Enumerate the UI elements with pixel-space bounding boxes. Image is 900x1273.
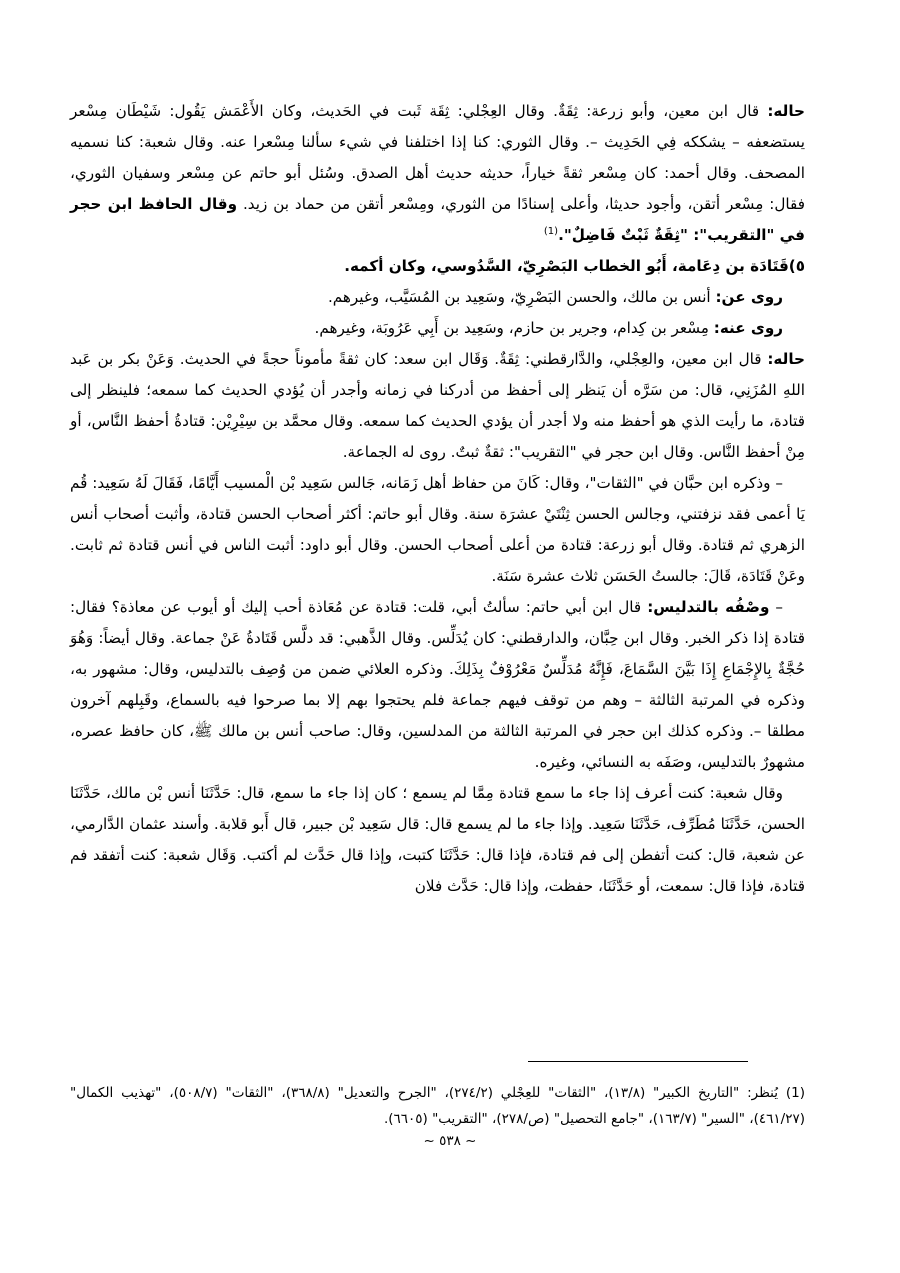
- paragraph-narrated-from: [70, 282, 805, 313]
- narrator-heading-qatada: ٥)قَتَادَة بن دِعَامة، أَبُو الخطاب البَصْرِيّ، السَّدُوسي، وكان أكمه.: [344, 257, 805, 275]
- footnote-marker: (1): [543, 225, 559, 237]
- paragraph-tadlis: [70, 592, 805, 778]
- footnote-1: (1) يُنظر: "التاريخ الكبير" (١٣/٨)، "الثقات" للعِجْلي (٢٧٤/٢)، "الجرح والتعديل" (٣٦٨/٨)، "الثقات" (٥٠٨/٧)، "تهذيب الكمال" (٤٦١/٢٧)، "السير" (١٦٣/٧)، "جامع التحصيل" (ص/٢٧٨)، "التقريب" (٦٦٠٥).: [70, 1085, 805, 1127]
- paragraph-text: قال ابن معين، وأبو زرعة: ثِقَةٌ. وقال العِجْلي: ثِقَة ثَبت في الحَديث، وكان الأَعْمَش يَقُول: شَيْطَان مِسْعر يستضعفه – يشككه فِي الحَدِيث –. وقال الثوري: كنا إذا اختلفنا في شيء سألنا مِسْعرا عنه. وقال شعبة: كنا نسميه المصحف. وقال أحمد: كان مِسْعر ثقةً خياراً، حديثه حديث أهل الصدق. وسُئل أبو حاتم عن مِسْعر وسفيان الثوري، فقال: مِسْعر أتقن، وأجود حديثا، وأعلى إسنادًا من الثوري، ومِسْعر أتقن من حماد بن زيد.: [70, 102, 805, 213]
- paragraph-qatada-status: [70, 344, 805, 468]
- narrated-by-label: روى عنه:: [713, 319, 783, 337]
- page-number: ~ ٥٣٨ ~: [423, 1133, 477, 1149]
- paragraph-text: قال ابن أبي حاتم: سألتُ أبي، قلت: قتادة عن مُعَاذة أحب إليك أو أيوب عن معاذة؟ فقال: قتادة إذا ذكر الخبر. وقال ابن حِبَّان، والدارقطني: كان يُدَلِّس. وقال الذَّهبي: قد دلَّس قَتَادةُ عَنْ جماعة. وقال أيضاً: وَهُوَ حُجَّةٌ بِالإِجْمَاعِ إِذَا بَيَّنَ السَّمَاعَ، فَإِنَّهُ مُدَلِّسٌ مَعْرُوْفٌ بِذَلِكَ. وذكره العلائي ضمن من وُصِف بالتدليس، وقال: مشهور به، وذكره في المرتبة الثالثة – وهم من توقف فيهم جماعة فلم يحتجوا بهم إلا بما صرحوا فيه بالسماع، وقَبِلهم آخرون مطلقا –. وذكره كذلك ابن حجر في المرتبة الثالثة من المدلسين، وقال: صاحب أنس بن مالك ﷺ، كان حافظ عصره، مشهورٌ بالتدليس، وصَفَه به النسائي، وغيره.: [70, 598, 805, 771]
- dash-prefix: –: [769, 598, 783, 616]
- paragraph-text: قال ابن معين، والعِجْلي، والدَّارقطني: ثِقَةٌ. وَقَال ابن سعد: كان ثقةً مأموناً حجةً في الحديث. وَعَنْ بكر بن عَبد اللهِ المُزَنِي، قال: من سَرَّه أن يَنظر إلى أحفظ من أدركنا في زمانه وأجدر أن يُؤدي الحديث كما سمعه؛ فلينظر إلى قتادة، ما رأيت الذي هو أحفظ منه ولا أجدر أن يؤدي الحديث كما سمعه. وقال محمَّد بن سِيْرِيْن: قتادةُ أحفظ النَّاس، أو مِنْ أحفظ النَّاس. وقال ابن حجر في "التقريب": ثقةٌ ثبتٌ. روى له الجماعة.: [70, 350, 805, 461]
- paragraph-misar-status: [70, 96, 805, 251]
- ibn-hajar-verdict: وقال الحافظ ابن حجر في "التقريب": "ثِقَةٌ ثَبْتٌ فَاضِلٌ".: [70, 195, 805, 244]
- paragraph-ibn-hibban: – وذكره ابن حبَّان في "الثقات"، وقال: كَانَ من حفاظ أهل زَمَانه، جَالس سَعِيد بْن الْمسيب أَيَّامًا، فَقَالَ لَهُ سَعِيد: قُم يَا أعمى فقد نزفتني، وجالس الحسن ثِنْتَيْ عشرَة سنة. وقال أبو حاتم: أكثر أصحاب الحسن قتادة، وأثبت أصحاب أنس الزهري ثم قتادة. وقال أبو زرعة: قتادة من أعلى أصحاب الحسن. وقال أبو داود: أثبت الناس في أنس قتادة ثم ثابت. وعَنْ قَتَادَة، قَالَ: جالستُ الحَسَن ثلاث عشرة سَنَة.: [70, 474, 805, 585]
- paragraph-text: مِسْعر بن كِدام، وجرير بن حازم، وسَعِيد بن أَبِي عَرُوبَة، وغيرهم.: [314, 319, 714, 337]
- footnotes: [70, 1080, 805, 1132]
- narrated-from-label: روى عن:: [715, 288, 783, 306]
- main-text: [70, 96, 805, 902]
- paragraph-shuba: وقال شعبة: كنت أعرف إذا جاء ما سمع قتادة مِمَّا لم يسمع ؛ كان إذا جاء ما سمع، قال: حَدَّثَنَا أنس بْن مالك، حَدَّثَنَا الحسن، حَدَّثَنَا مُطَرِّف، حَدَّثَنَا سَعِيد. وإذا جاء ما لم يسمع قال: قال سَعِيد بْن جبير، قال أَبو قلابة. وأسند عثمان الدَّارمي، عن شعبة، قال: كنت أتفطن إلى فم قتادة، فإذا قال: حَدَّثَنَا كتبت، وإذا قال حَدَّث لم أكتب. وَقَال شعبة: كنت أتفقد فم قتادة، فإذا قال: سمعت، أو حَدَّثَنَا، حفظت، وإذا قال: حَدَّث فلان: [70, 784, 805, 895]
- tadlis-label: وصْفُه بالتدليس:: [647, 598, 770, 616]
- paragraph-narrated-by: [70, 313, 805, 344]
- footnote-divider: [528, 1061, 748, 1062]
- status-label: حاله:: [767, 102, 805, 120]
- status-label: حاله:: [767, 350, 805, 368]
- paragraph-text: أنس بن مالك، والحسن البَصْرِيّ، وسَعِيد بن المُسَيَّب، وغيرهم.: [327, 288, 716, 306]
